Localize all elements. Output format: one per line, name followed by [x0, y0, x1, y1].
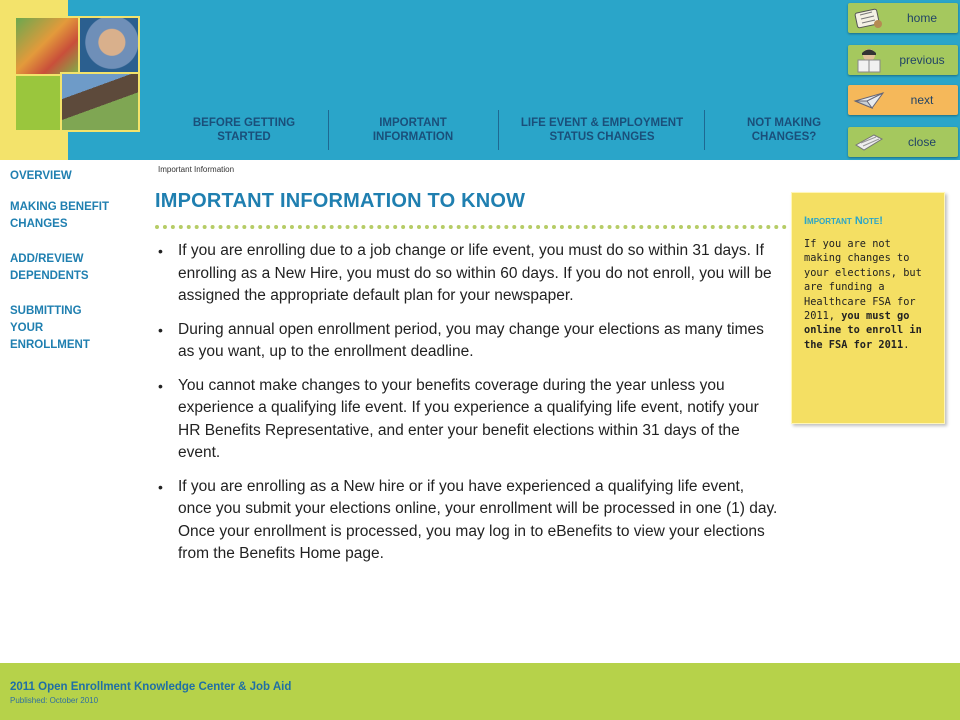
tab-not-making-changes[interactable]: NOT MAKING CHANGES? — [746, 117, 822, 143]
person-reading-icon — [852, 47, 886, 73]
photo-family-running — [60, 72, 140, 132]
bullet-icon: • — [158, 478, 163, 495]
next-button[interactable] — [848, 85, 958, 115]
paper-plane-icon — [852, 87, 886, 113]
folded-paper-icon — [852, 129, 886, 155]
note-body-text: If you are not making changes to your elections, but are funding a Healthcare FSA for 2011, — [804, 238, 922, 323]
footer-published-date: Published: October 2010 — [10, 696, 99, 705]
list-item — [156, 476, 780, 566]
footer-title: 2011 Open Enrollment Knowledge Center & Job Aid — [10, 681, 292, 693]
list-item — [156, 319, 780, 364]
sidebar-item-overview[interactable]: OVERVIEW — [10, 170, 72, 182]
breadcrumb: Important Information — [158, 165, 235, 174]
bullet-icon: • — [158, 321, 163, 338]
previous-button-label: previous — [899, 53, 945, 67]
home-button-label: home — [906, 11, 938, 25]
note-body-end: . — [903, 338, 910, 351]
photo-woman-with-vegetables — [14, 16, 80, 76]
list-item — [156, 375, 780, 465]
sidebar-item-submitting-your-enrollment[interactable]: SUBMITTING YOUR ENROLLMENT — [10, 305, 90, 351]
tab-divider — [704, 110, 705, 150]
home-button[interactable] — [848, 3, 958, 33]
newspaper-icon — [852, 5, 886, 31]
close-button-label: close — [907, 135, 936, 149]
header-photo-collage — [14, 16, 140, 132]
tab-life-event-status-changes[interactable]: LIFE EVENT & EMPLOYMENT STATUS CHANGES — [520, 117, 684, 143]
sidebar-item-making-benefit-changes[interactable]: MAKING BENEFIT CHANGES — [10, 201, 110, 230]
note-body — [804, 237, 934, 352]
tab-important-information[interactable]: IMPORTANT INFORMATION — [372, 117, 454, 143]
list-item-text: If you are enrolling due to a job change or life event, you must do so within 31 days. If enrolling as a New Hire, you must do so within 60 days. If you do not enroll, you will be assigned the appropriate default plan for your newspaper. — [178, 242, 772, 304]
page-title: IMPORTANT INFORMATION TO KNOW — [155, 190, 526, 212]
bullet-icon: • — [158, 243, 163, 259]
tab-before-getting-started[interactable]: BEFORE GETTING STARTED — [192, 117, 296, 143]
photo-child-with-fruit — [78, 16, 140, 74]
bullet-icon: • — [158, 377, 163, 394]
photo-green-tile — [14, 74, 62, 132]
sidebar-item-add-review-dependents[interactable]: ADD/REVIEW DEPENDENTS — [10, 253, 89, 282]
list-item-text: You cannot make changes to your benefits coverage during the year unless you experience a qualifying life event. If you experience a qualifying life event, notify your HR Benefits Representative, and enter your benefit elections within 31 days of the event. — [178, 376, 759, 461]
list-item-text: During annual open enrollment period, you may change your elections as many times as you want, up to the enrollment deadline. — [178, 320, 764, 360]
list-item-text: If you are enrolling as a New hire or if you have experienced a qualifying life event, once you submit your elections online, your enrollment will be processed in one (1) day. Once your enrollment is processed, you may log in to eBenefits to view your elections from the Benefits Home page. — [178, 477, 778, 562]
next-button-label: next — [910, 93, 934, 107]
title-divider — [155, 225, 787, 229]
note-body-emphasis: you must go online to enroll in the FSA for 2011 — [804, 310, 922, 351]
info-bullet-list — [156, 240, 780, 577]
tab-divider — [328, 110, 329, 150]
tab-divider — [498, 110, 499, 150]
previous-button[interactable] — [848, 45, 958, 75]
note-title: Important Note! — [804, 215, 883, 227]
close-button[interactable] — [848, 127, 958, 157]
list-item — [156, 240, 780, 308]
important-note-box — [791, 192, 945, 424]
